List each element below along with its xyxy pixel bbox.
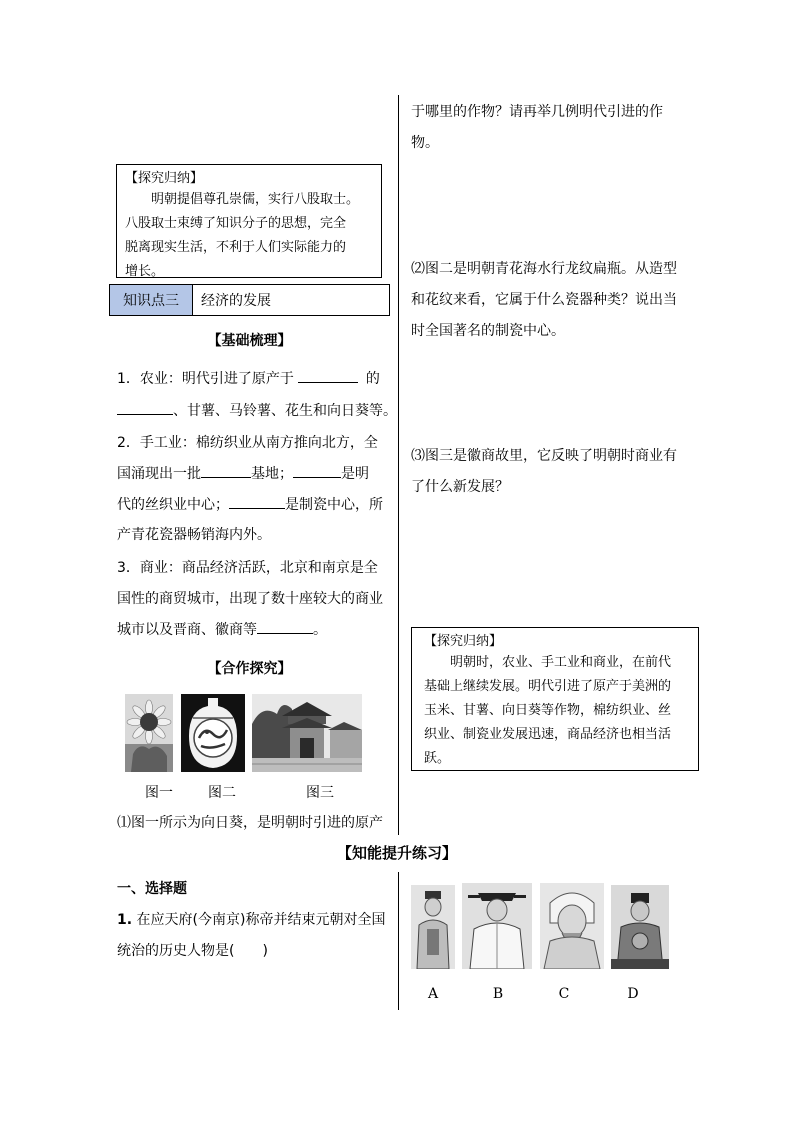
portrait-d-image [611, 885, 669, 969]
item3-line1: 3．商业：商品经济活跃，北京和南京是全 [117, 560, 378, 576]
question3-line1: ⑶图三是徽商故里，它反映了明朝时商业有 [411, 448, 677, 464]
question2-line2: 和花纹来看，它属于什么瓷器种类？说出当 [411, 292, 677, 308]
option-b[interactable]: B [492, 986, 504, 1002]
blank [298, 368, 358, 383]
question3-line2: 了什么新发展？ [411, 479, 509, 495]
blank [293, 463, 341, 478]
item2-line1: 2．手工业：棉纺织业从南方推向北方，全 [117, 435, 378, 451]
portrait-c-image [540, 883, 604, 969]
portrait-a-image [411, 885, 455, 969]
figure-caption-2: 图二 [208, 785, 236, 801]
knowledge-point-title: 经济的发展 [201, 293, 271, 309]
column-divider-bottom [398, 872, 399, 1010]
portrait-b-image [462, 883, 532, 969]
item1-line2: 、甘薯、马铃薯、花生和向日葵等。 [117, 396, 397, 426]
item3-line2: 国性的商贸城市，出现了数十座较大的商业 [117, 591, 383, 607]
blank [201, 463, 251, 478]
basics-heading: 【基础梳理】 [207, 333, 292, 349]
summary-title: 【探究归纳】 [424, 634, 503, 649]
question1-cont-line2: 物。 [411, 135, 439, 151]
summary-line: 明朝提倡尊孔崇儒，实行八股取士。 [125, 192, 360, 207]
summary-line: 脱离现实生活，不利于人们实际能力的 [125, 240, 347, 255]
practice-q1-line1: 1. 在应天府(今南京)称帝并结束元朝对全国 [117, 912, 386, 928]
sunflower-image [125, 694, 173, 772]
summary-line: 明朝时，农业、手工业和商业，在前代 [424, 655, 672, 670]
summary-line: 跃。 [424, 751, 451, 766]
knowledge-point-label: 知识点三 [110, 285, 193, 315]
question-number: 1. [117, 912, 133, 928]
option-d[interactable]: D [627, 986, 639, 1002]
figure-caption-3: 图三 [306, 785, 334, 801]
question1-cont-line1: 于哪里的作物？请再举几例明代引进的作 [411, 104, 663, 120]
item2-line3: 代的丝织业中心； 是制瓷中心，所 [117, 490, 383, 520]
summary-line: 八股取士束缚了知识分子的思想，完全 [125, 216, 347, 231]
question2-line3: 时全国著名的制瓷中心。 [411, 323, 565, 339]
summary-line: 玉米、甘薯、向日葵等作物，棉纺织业、丝 [424, 703, 672, 718]
coop-heading: 【合作探究】 [207, 661, 292, 677]
summary-line: 基础上继续发展。明代引进了原产于美洲的 [424, 679, 672, 694]
item3-line3: 城市以及晋商、徽商等 。 [117, 615, 327, 645]
item1-line1: 1．农业：明代引进了原产于 的 [117, 364, 380, 394]
section-heading: 一、选择题 [117, 881, 187, 897]
summary-line: 织业、制瓷业发展迅速，商品经济也相当活 [424, 727, 672, 742]
summary-box-1 [116, 164, 382, 278]
summary-box-2 [411, 627, 699, 771]
question2-line1: ⑵图二是明朝青花海水行龙纹扁瓶。从造型 [411, 261, 677, 277]
item2-line4: 产青花瓷器畅销海内外。 [117, 527, 271, 543]
blank [229, 494, 285, 509]
blank [117, 400, 173, 415]
practice-q1-line2: 统治的历史人物是( ) [117, 943, 268, 959]
question1-line1: ⑴图一所示为向日葵，是明朝时引进的原产 [117, 815, 383, 831]
summary-title: 【探究归纳】 [125, 171, 204, 186]
option-a[interactable]: A [427, 986, 439, 1002]
vase-image [181, 694, 245, 772]
blank [257, 619, 313, 634]
practice-heading: 【知能提升练习】 [336, 844, 457, 862]
building-image [252, 694, 362, 772]
item2-line2: 国涌现出一批 基地； 是明 [117, 459, 369, 489]
summary-line: 增长。 [125, 264, 165, 279]
column-divider-top [398, 95, 399, 835]
figure-caption-1: 图一 [145, 785, 173, 801]
knowledge-point-table [109, 284, 390, 316]
option-c[interactable]: C [558, 986, 570, 1002]
